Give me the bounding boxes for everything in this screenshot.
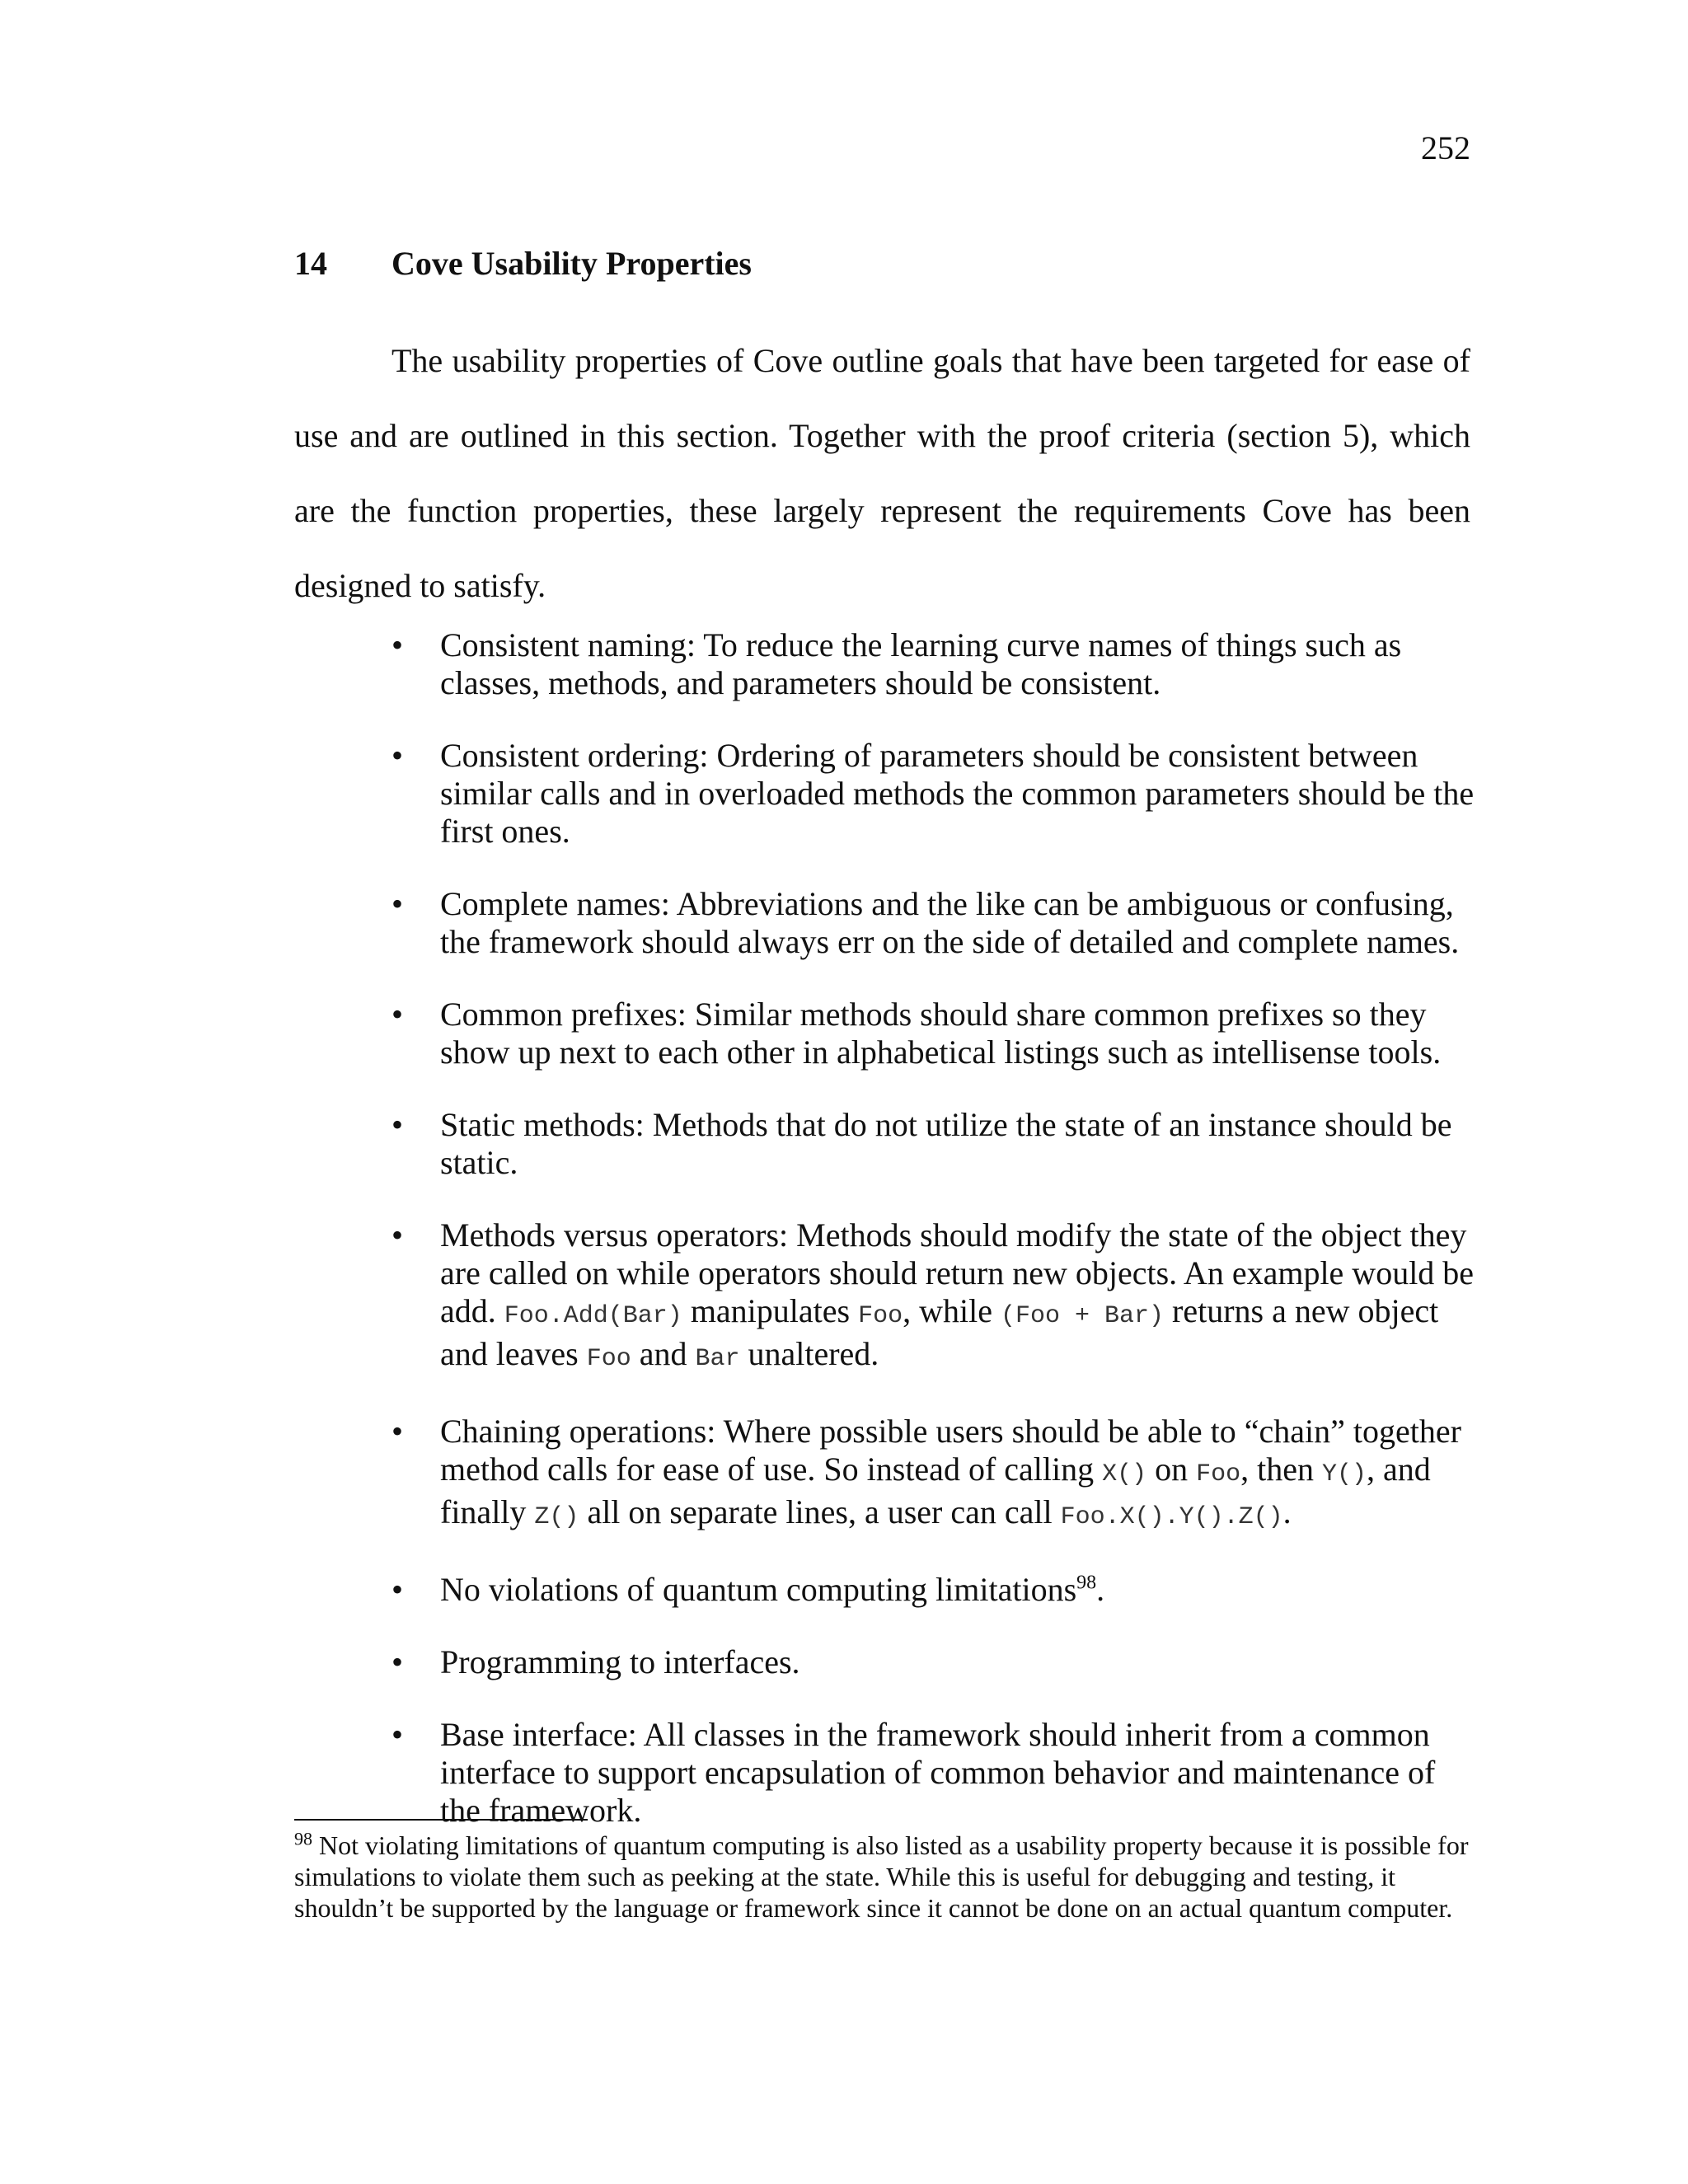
code-snippet: Foo [586,1345,631,1373]
list-item-text: , and finally [440,1451,1431,1530]
list-item-text: , then [1240,1451,1323,1488]
list-item [392,996,1475,1071]
list-item [392,885,1475,961]
section-title: Cove Usability Properties [392,245,752,282]
list-item [392,737,1475,851]
list-item [392,1716,1475,1830]
list-item [392,1216,1475,1378]
bullet-icon: • [392,626,404,663]
list-item-text: Chaining operations: Where possible users should be able to “chain” together method calls for ease of use. So instead of calling [440,1413,1461,1488]
list-item-text: , while [903,1292,1001,1329]
bullet-icon: • [392,1106,404,1143]
page-number: 252 [1421,129,1470,166]
list-item-text: and [631,1335,696,1372]
list-item [392,1571,1475,1609]
list-item-text: manipulates [682,1292,859,1329]
section-number: 14 [294,245,327,282]
list-item-text: Complete names: Abbreviations and the like can be ambiguous or confusing, the framework should always err on the side of detailed and complete names. [440,885,1460,960]
code-snippet: Y() [1322,1460,1367,1488]
intro-paragraph: The usability properties of Cove outline goals that have been targeted for ease of use and are outlined in this section. Together with the proof criteria (section 5), which are the function properties, these largely represent the requirements Cove has been designed to satisfy. [294,342,1470,604]
list-item [392,1643,1475,1681]
section-heading [294,247,752,280]
bullet-icon: • [392,1413,404,1450]
list-item-text: Common prefixes: Similar methods should share common prefixes so they show up next to each other in alphabetical listings such as intellisense tools. [440,996,1442,1071]
code-snippet: Foo [858,1302,903,1330]
bullet-icon: • [392,996,404,1033]
list-item-text: Consistent ordering: Ordering of parameters should be consistent between similar calls and in overloaded methods the common parameters should be the first ones. [440,737,1475,850]
footnote-separator [294,1819,588,1821]
list-item-text: . [1282,1493,1292,1530]
list-item-text: all on separate lines, a user can call [579,1493,1061,1530]
code-snippet: Foo.X().Y().Z() [1060,1503,1283,1531]
footnote [294,1830,1475,1924]
list-item [392,1106,1475,1182]
code-snippet: Z() [534,1503,579,1531]
list-item-text: Static methods: Methods that do not utilize the state of an instance should be static. [440,1106,1452,1181]
bullet-icon: • [392,1571,404,1608]
list-item-text: returns a new object and leaves [440,1292,1439,1372]
footnote-marker: 98 [294,1828,312,1849]
bullet-icon: • [392,1643,404,1680]
footnote-text: Not violating limitations of quantum computing is also listed as a usability property because it is possible for simulations to violate them such as peeking at the state. While this is useful for debugging and testing, it shouldn’t be supported by the language or framework since it cannot be done on an actual quantum computer. [294,1830,1469,1923]
usability-properties-list [392,626,1475,1864]
footnote-reference[interactable]: 98 [1076,1572,1097,1594]
list-item [392,626,1475,702]
code-snippet: Foo.Add(Bar) [504,1302,682,1330]
list-item-text: . [1096,1571,1105,1608]
list-item [392,1413,1475,1536]
code-snippet: Bar [695,1345,740,1373]
code-snippet: (Foo + Bar) [1000,1302,1165,1330]
bullet-icon: • [392,885,404,922]
list-item-text: unaltered. [739,1335,879,1372]
code-snippet: Foo [1196,1460,1241,1488]
list-item-text: Methods versus operators: Methods should modify the state of the object they are called on while operators should return new objects. An example would be add. [440,1216,1475,1329]
bullet-icon: • [392,1716,404,1753]
code-snippet: X() [1102,1460,1147,1488]
list-item-text: on [1146,1451,1197,1488]
list-item-text: Programming to interfaces. [440,1643,800,1680]
list-item-text: No violations of quantum computing limitations [440,1571,1077,1608]
list-item-text: Base interface: All classes in the framework should inherit from a common interface to support encapsulation of common behavior and maintenance of the framework. [440,1716,1436,1829]
bullet-icon: • [392,737,404,774]
list-item-text: Consistent naming: To reduce the learning curve names of things such as classes, methods, and parameters should be consistent. [440,626,1402,701]
bullet-icon: • [392,1216,404,1254]
